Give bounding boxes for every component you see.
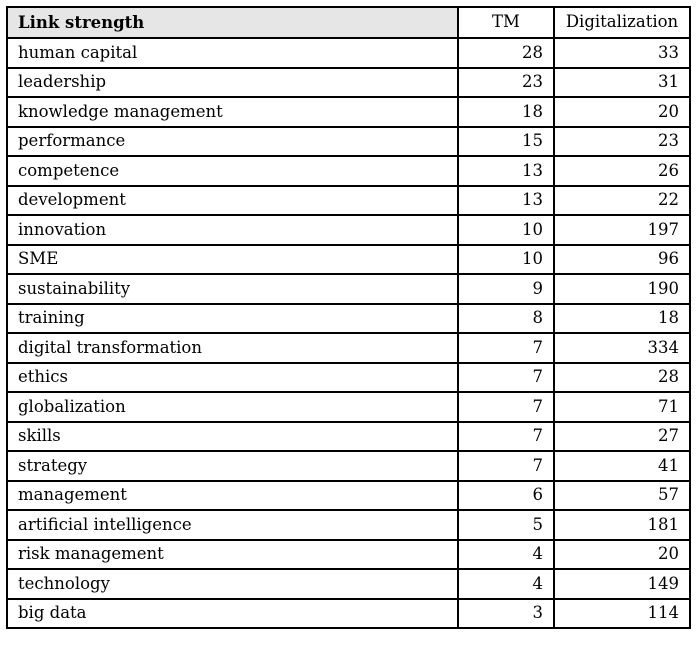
keyword-cell: sustainability [7, 274, 458, 304]
digitalization-value-cell: 197 [554, 215, 690, 245]
tm-value-cell: 7 [458, 422, 554, 452]
table-row [7, 481, 690, 511]
table-row [7, 451, 690, 481]
keyword-cell: management [7, 481, 458, 511]
tm-value-cell: 13 [458, 186, 554, 216]
digitalization-value-cell: 57 [554, 481, 690, 511]
table-row [7, 215, 690, 245]
digitalization-value-cell: 23 [554, 127, 690, 157]
table-row [7, 38, 690, 68]
link-strength-table [6, 6, 691, 629]
digitalization-value-cell: 181 [554, 510, 690, 540]
digitalization-value-cell: 33 [554, 38, 690, 68]
table-row [7, 569, 690, 599]
keyword-cell: competence [7, 156, 458, 186]
table-row [7, 304, 690, 334]
digitalization-value-cell: 27 [554, 422, 690, 452]
keyword-cell: innovation [7, 215, 458, 245]
digitalization-value-cell: 41 [554, 451, 690, 481]
digitalization-value-cell: 96 [554, 245, 690, 275]
table-row [7, 363, 690, 393]
table-body [7, 38, 690, 628]
keyword-cell: strategy [7, 451, 458, 481]
keyword-cell: training [7, 304, 458, 334]
tm-value-cell: 3 [458, 599, 554, 629]
table-row [7, 333, 690, 363]
tm-value-cell: 9 [458, 274, 554, 304]
table-row [7, 97, 690, 127]
keyword-cell: skills [7, 422, 458, 452]
keyword-cell: artificial intelligence [7, 510, 458, 540]
digitalization-value-cell: 31 [554, 68, 690, 98]
table-row [7, 392, 690, 422]
tm-value-cell: 28 [458, 38, 554, 68]
tm-value-cell: 6 [458, 481, 554, 511]
keyword-cell: performance [7, 127, 458, 157]
tm-value-cell: 15 [458, 127, 554, 157]
keyword-cell: digital transformation [7, 333, 458, 363]
digitalization-value-cell: 20 [554, 97, 690, 127]
table-row [7, 274, 690, 304]
tm-value-cell: 7 [458, 363, 554, 393]
header-digitalization: Digitalization [554, 7, 690, 38]
keyword-cell: ethics [7, 363, 458, 393]
tm-value-cell: 8 [458, 304, 554, 334]
digitalization-value-cell: 22 [554, 186, 690, 216]
keyword-cell: SME [7, 245, 458, 275]
table-row [7, 422, 690, 452]
table-row [7, 127, 690, 157]
tm-value-cell: 10 [458, 215, 554, 245]
table-row [7, 186, 690, 216]
table-row [7, 68, 690, 98]
digitalization-value-cell: 28 [554, 363, 690, 393]
tm-value-cell: 10 [458, 245, 554, 275]
header-link-strength: Link strength [7, 7, 458, 38]
tm-value-cell: 7 [458, 333, 554, 363]
digitalization-value-cell: 149 [554, 569, 690, 599]
keyword-cell: technology [7, 569, 458, 599]
tm-value-cell: 7 [458, 392, 554, 422]
tm-value-cell: 13 [458, 156, 554, 186]
keyword-cell: leadership [7, 68, 458, 98]
keyword-cell: risk management [7, 540, 458, 570]
tm-value-cell: 23 [458, 68, 554, 98]
keyword-cell: big data [7, 599, 458, 629]
table-row [7, 245, 690, 275]
tm-value-cell: 7 [458, 451, 554, 481]
tm-value-cell: 5 [458, 510, 554, 540]
digitalization-value-cell: 334 [554, 333, 690, 363]
digitalization-value-cell: 71 [554, 392, 690, 422]
header-tm: TM [458, 7, 554, 38]
keyword-cell: globalization [7, 392, 458, 422]
keyword-cell: knowledge management [7, 97, 458, 127]
digitalization-value-cell: 20 [554, 540, 690, 570]
table-row [7, 599, 690, 629]
tm-value-cell: 4 [458, 569, 554, 599]
tm-value-cell: 18 [458, 97, 554, 127]
keyword-cell: development [7, 186, 458, 216]
keyword-cell: human capital [7, 38, 458, 68]
digitalization-value-cell: 26 [554, 156, 690, 186]
digitalization-value-cell: 190 [554, 274, 690, 304]
tm-value-cell: 4 [458, 540, 554, 570]
digitalization-value-cell: 18 [554, 304, 690, 334]
table-row [7, 510, 690, 540]
header-row [7, 7, 690, 38]
digitalization-value-cell: 114 [554, 599, 690, 629]
table-row [7, 540, 690, 570]
table-row [7, 156, 690, 186]
